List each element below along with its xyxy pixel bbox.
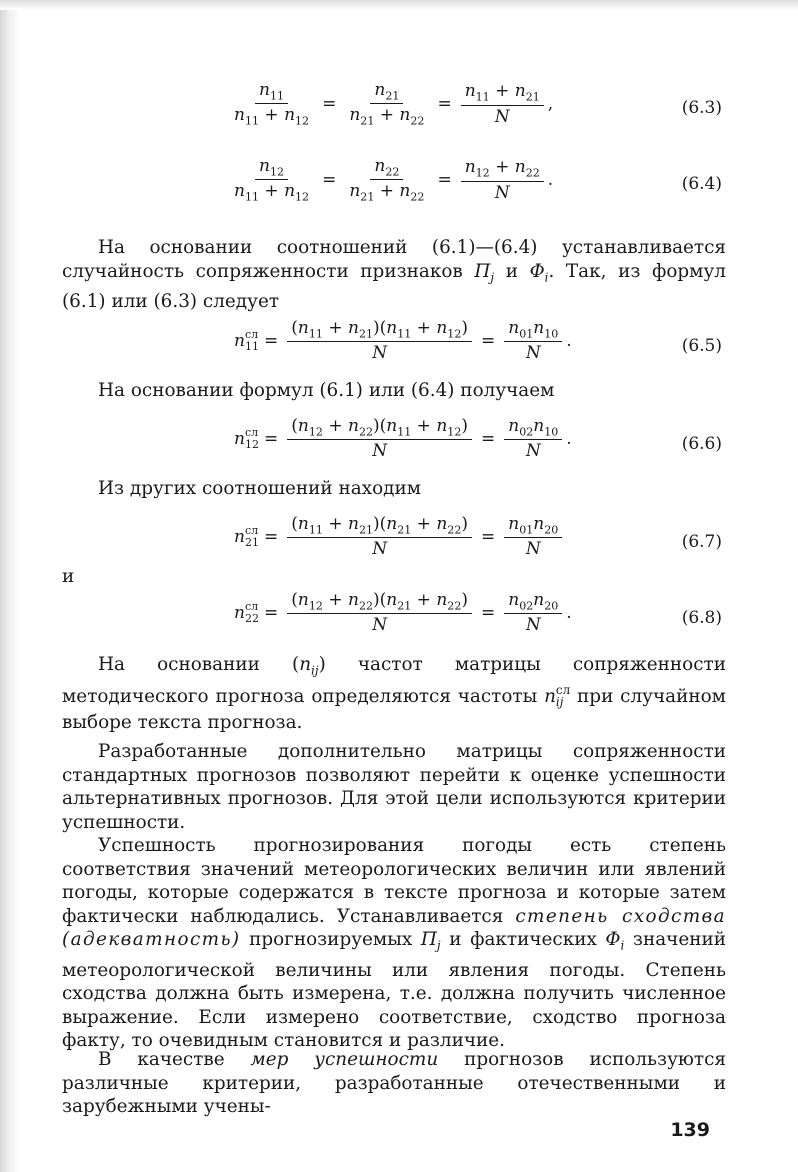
paragraph: Из других соотношений находим <box>98 478 422 499</box>
paragraph: Разработанные дополнительно матрицы сопряженности стандартных прогнозов позволяют перейти к оценке успешности альтернативных прогнозов. Для этой цели используются критерии успешности. <box>62 741 726 833</box>
conjunction: и <box>62 566 75 587</box>
equation-number: (6.4) <box>681 174 722 194</box>
page-number: 139 <box>670 1119 710 1141</box>
equation-number: (6.8) <box>681 608 722 628</box>
paragraph: На основании соотношений (6.1)—(6.4) устанавливается случайность сопряженности признаков $\Pi_j$ и $\Phi_i$. Так, из формул (6.1) или (6.3) следует <box>62 237 726 312</box>
paragraph: В качестве мер успешности прогнозов используются различные критерии, разработанные отечественными и зарубежными учены- <box>62 1049 726 1118</box>
paragraph: Успешность прогнозирования погоды есть степень соответствия значений метеорологических величин или явлений погоды, которые содержатся в тексте прогноза и которые затем фактически наблюдались. Устанавливается степень сходства (адекватность) прогнозируемых $\Pi_j$ и фактических $\Phi_i$ значений метеорологической величины или явления погоды. Степень сходства должна быть измерена, т.е. должна получить численное выражение. Если измерено соответствие, сходство прогноза факту, то очевидным становится и различие. <box>62 835 727 1052</box>
scan-binding-shadow <box>0 0 20 1172</box>
equation-number: (6.6) <box>681 434 722 454</box>
equation-number: (6.3) <box>681 98 722 118</box>
paragraph: На основании формул (6.1) или (6.4) получаем <box>98 380 555 401</box>
equation-number: (6.7) <box>681 532 722 552</box>
document-page: $\frac{n_{11}}{n_{11} + n_{12}}$ = $\frac{n_{21}}{n_{21} + n_{22}}$ = $\frac{n_{11} + n_{21}}{N}$ , (6.3) $\frac{n_{12}}{n_{11} + n_{12}}$ = $\frac{n_{22}}{n_{21} + n_{22}}$ = $\frac{n_{12} + n_{22}}{N}$ . (6.4) На основании соотношений (6.1)—(6.4) устанавливается случайность сопряженности признаков $\Pi_j$ и $\Phi_i$. Так, из формул (6.1) или (6.3) следует n сл 11 = $\frac{(n_{11} + n_{21})(n_{11} + n_{12})}{N}$ = $\frac{n_{01}n_{10}}{N}$ . (6.5) На основании формул (6.1) или (6.4) получаем n сл 12 = $\frac{(n_{12} + n_{22})(n_{11} + n_{12})}{N}$ = $\frac{n_{02}n_{10}}{N}$ . (6.6) Из других соотношений находим n сл 21 = $\frac{(n_{11} + n_{21})(n_{21} + n_{22})}{N}$ = $\frac{n_{01}n_{20}}{N}$ (6.7) и n сл 22 = $\frac{(n_{12} + n_{22})(n_{21} + n_{22})}{N}$ = $\frac{n_{02}n_{20}}{N}$ . (6.8) На основании $(n_{ij})$ частот матрицы сопряженности методического прогноза определяются частоты n сл ij при случайном выборе текста прогноза. Разработанные дополнительно матрицы сопряженности стандартных прогнозов позволяют перейти к оценке успешности альтернативных прогнозов. Для этой цели используются критерии успешности. Успешность прогнозирования погоды есть степень соответствия значений метеорологических величин или явлений погоды, которые содержатся в тексте прогноза и которые затем фактически наблюдались. Устанавливается степень сходства (адекватность) прогнозируемых $\Pi_j$ и фактических $\Phi_i$ значений метеорологической величины или явления погоды. Степень сходства должна быть измерена, т.е. должна получить численное выражение. Если измерено соответствие, сходство прогноза факту, то очевидным становится и различие. В качестве мер успешности прогнозов используются различные критерии, разработанные отечественными и зарубежными учены- 139 <box>0 0 798 1172</box>
paragraph: На основании $(n_{ij})$ частот матрицы сопряженности методического прогноза определяются частоты n сл ij при случайном выборе текста прогноза. <box>62 654 726 733</box>
equation-number: (6.5) <box>681 336 722 356</box>
scan-top-shadow <box>0 0 798 10</box>
